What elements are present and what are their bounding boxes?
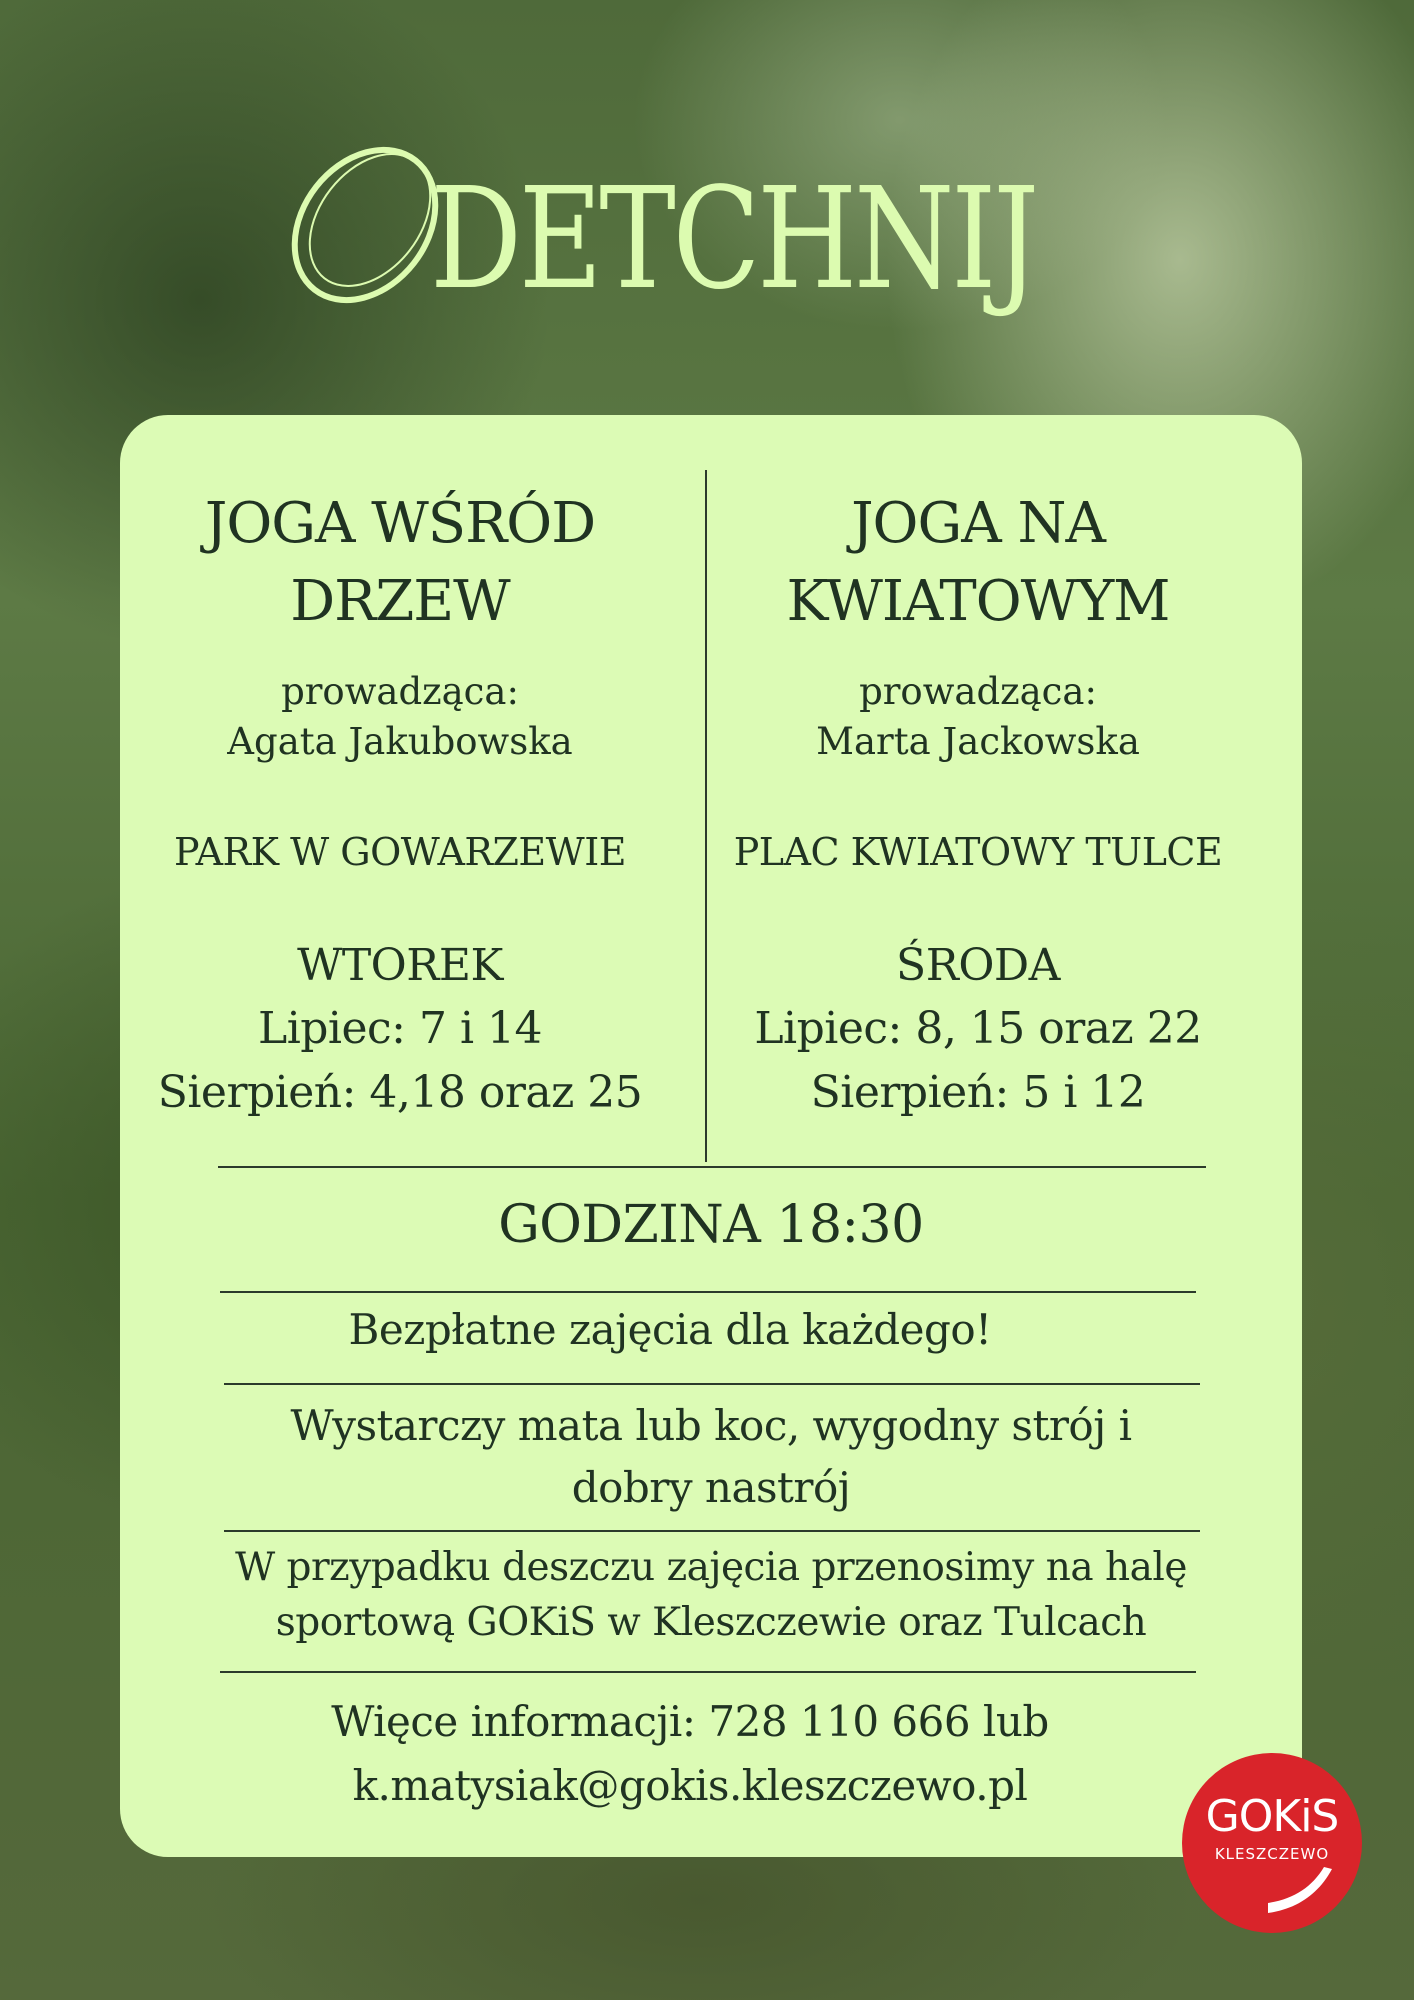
session-title-line1: JOGA NA bbox=[851, 491, 1105, 556]
session-title-line2: DRZEW bbox=[290, 569, 510, 634]
session-column-left bbox=[120, 485, 680, 1125]
session-day: WTOREK bbox=[297, 940, 503, 991]
contact-email: k.matysiak@gokis.kleszczewo.pl bbox=[352, 1761, 1028, 1810]
contact-line1: Więce informacji: 728 110 666 lub bbox=[331, 1697, 1049, 1746]
gokis-logo bbox=[1182, 1753, 1362, 1933]
free-classes-text: Bezpłatne zajęcia dla każdego! bbox=[348, 1305, 992, 1354]
rain-notice-line1: W przypadku deszczu zajęcia przenosimy na halę bbox=[235, 1545, 1187, 1590]
divider-line bbox=[224, 1383, 1200, 1385]
session-column-right bbox=[698, 485, 1258, 1125]
session-title-line2: KWIATOWYM bbox=[786, 569, 1170, 634]
divider-line bbox=[224, 1530, 1200, 1532]
leader-label: prowadząca: bbox=[859, 670, 1097, 713]
rain-notice-line2: sportową GOKiS w Kleszczewie oraz Tulcach bbox=[275, 1600, 1147, 1645]
info-card bbox=[120, 415, 1302, 1857]
session-place: PLAC KWIATOWY TULCE bbox=[733, 830, 1223, 874]
title-text: DETCHNIJ bbox=[430, 158, 1036, 321]
session-date-august: Sierpień: 5 i 12 bbox=[810, 1067, 1146, 1118]
session-title-line1: JOGA WŚRÓD bbox=[204, 491, 596, 556]
what-to-bring-line1: Wystarczy mata lub koc, wygodny strój i bbox=[290, 1401, 1132, 1450]
divider-line bbox=[218, 1166, 1206, 1168]
letter-o-ornament-icon bbox=[270, 140, 450, 310]
session-day: ŚRODA bbox=[896, 940, 1060, 991]
divider-line bbox=[220, 1291, 1196, 1293]
leader-name: Marta Jackowska bbox=[816, 720, 1140, 763]
session-date-july: Lipiec: 8, 15 oraz 22 bbox=[754, 1003, 1202, 1054]
session-date-august: Sierpień: 4,18 oraz 25 bbox=[157, 1067, 643, 1118]
session-place: PARK W GOWARZEWIE bbox=[174, 830, 626, 874]
what-to-bring-line2: dobry nastrój bbox=[571, 1463, 851, 1512]
session-date-july: Lipiec: 7 i 14 bbox=[257, 1003, 543, 1054]
leader-label: prowadząca: bbox=[281, 670, 519, 713]
hour-text: GODZINA 18:30 bbox=[498, 1195, 924, 1255]
poster-title bbox=[0, 140, 1414, 320]
logo-sub-text: KLESZCZEWO bbox=[1214, 1845, 1330, 1863]
divider-line bbox=[220, 1671, 1196, 1673]
rain-notice-text bbox=[180, 1540, 1242, 1650]
leader-name: Agata Jakubowska bbox=[227, 720, 573, 763]
what-to-bring-text bbox=[180, 1395, 1242, 1519]
logo-swoosh-icon bbox=[1266, 1865, 1336, 1915]
contact-text bbox=[160, 1690, 1220, 1818]
logo-main-text: GOKiS bbox=[1205, 1791, 1339, 1842]
